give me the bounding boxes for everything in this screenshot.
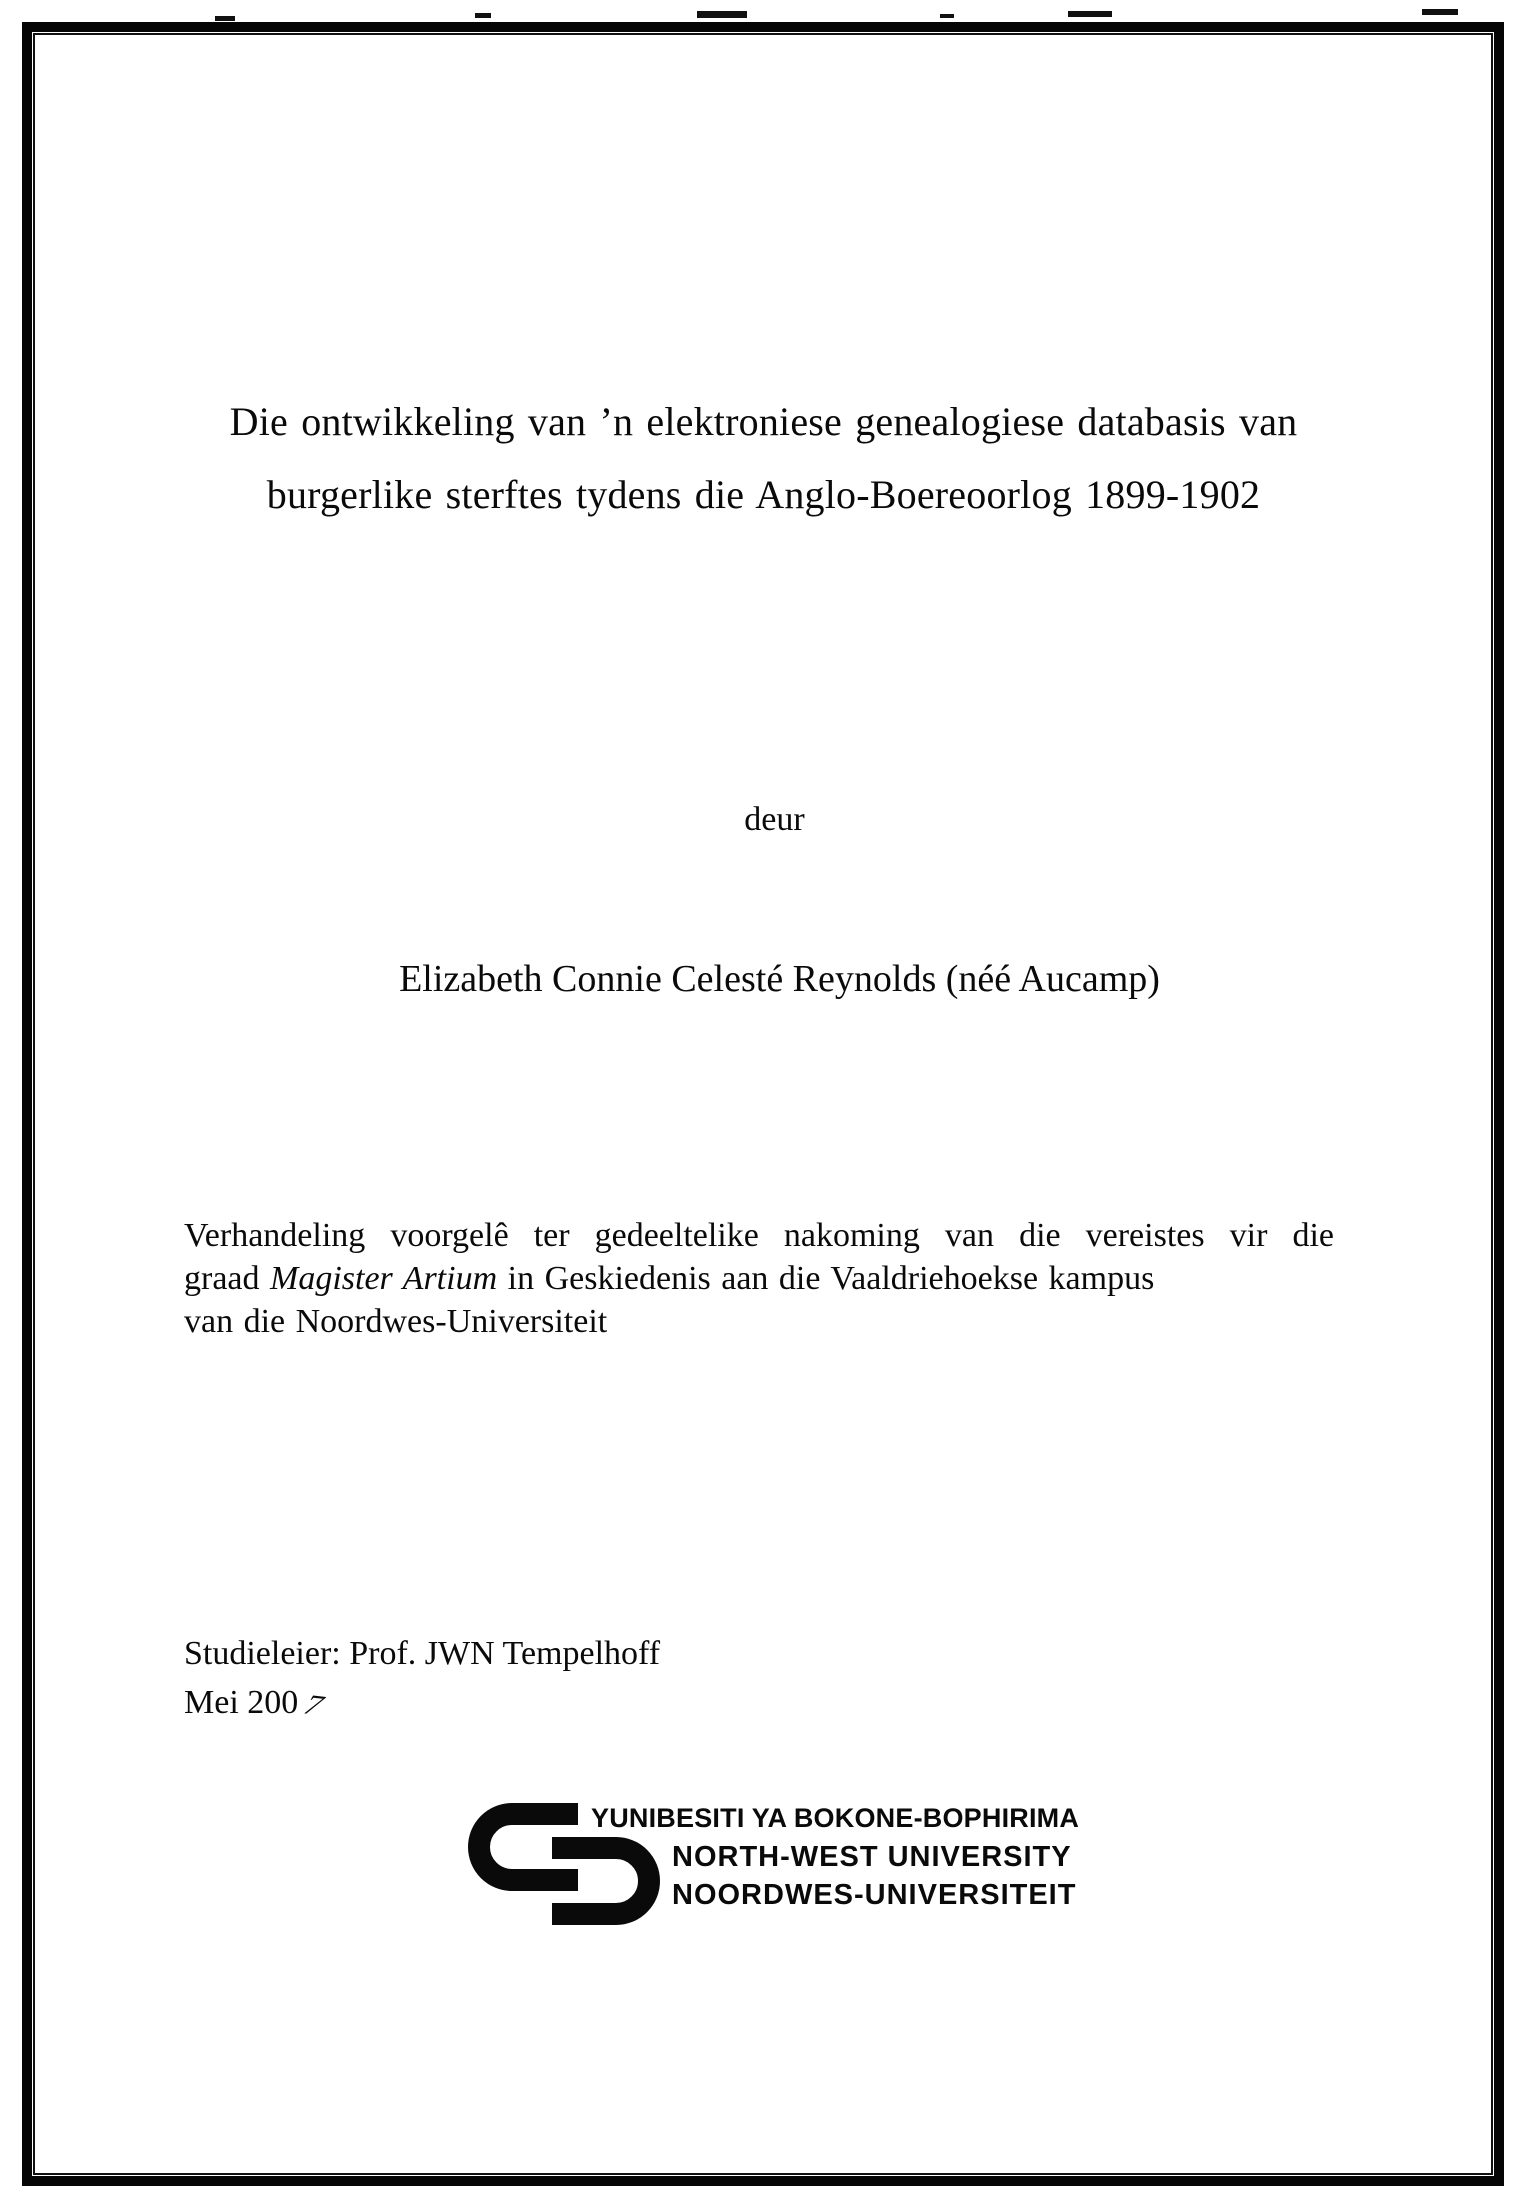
thesis-title [60,385,1467,531]
submission-line-1: Verhandeling voorgelê ter gedeeltelike nakoming van die vereistes vir die [184,1217,1334,1254]
degree-name-italic: Magister Artium [270,1260,498,1297]
scan-artifact [940,14,954,18]
byline-label: deur [744,801,805,838]
date-last-digit: 7 [296,1689,331,1722]
submission-line-3: van die Noordwes-Universiteit [184,1303,608,1340]
submission-statement [184,1214,1334,1343]
submission-line-2 [184,1257,1334,1300]
scan-artifact [1068,11,1112,17]
supervisor-line: Studieleier: Prof. JWN Tempelhoff [184,1635,661,1672]
scan-artifact [475,13,491,18]
title-line-2: burgerlike sterftes tydens die Anglo-Boereoorlog 1899-1902 [266,472,1261,517]
logo-text-setswana: YUNIBESITI YA BOKONE-BOPHIRIMA [591,1803,1080,1833]
scan-artifact [215,16,235,21]
logo-text-english: NORTH-WEST UNIVERSITY [672,1841,1072,1873]
scan-artifact [1422,9,1458,15]
closing-block [184,1629,660,1727]
logo-text-afrikaans: NOORDWES-UNIVERSITEIT [672,1879,1077,1911]
submission-line2-suffix: in Geskiedenis aan die Vaaldriehoekse kampus [497,1260,1155,1297]
author-name: Elizabeth Connie Celesté Reynolds (néé Aucamp) [399,958,1160,1000]
date-prefix: Mei 200 [184,1684,299,1721]
title-line-1: Die ontwikkeling van ’n elektroniese genealogiese databasis van [229,399,1298,444]
scan-artifact [697,11,747,18]
submission-line2-prefix: graad [184,1260,271,1297]
date-line [184,1678,660,1727]
